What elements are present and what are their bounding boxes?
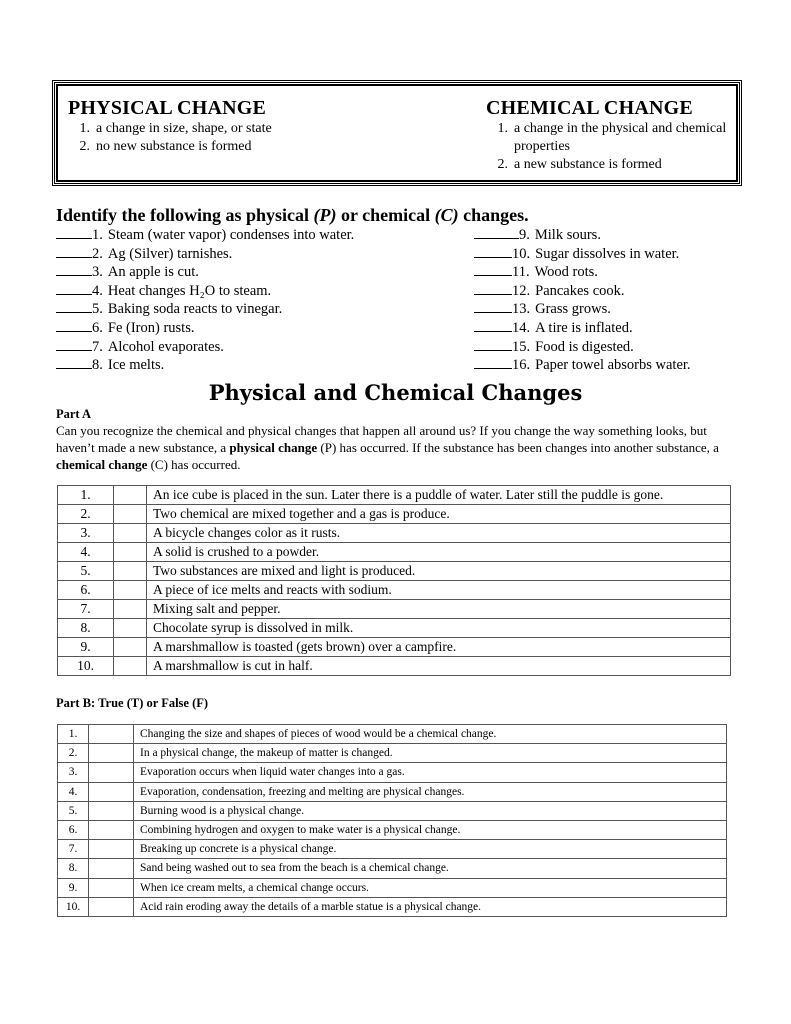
statement-cell: In a physical change, the makeup of matter is changed. [134,744,727,763]
part-a-text-segment: (C) has occurred. [147,457,241,472]
answer-blank[interactable] [56,282,92,295]
identify-heading-part: changes. [458,205,529,225]
identify-item [474,282,691,301]
table-row [58,859,727,878]
statement-cell: Burning wood is a physical change. [134,801,727,820]
identify-item [56,338,354,357]
statement-cell: A bicycle changes color as it rusts. [147,524,731,543]
answer-blank[interactable] [474,263,512,276]
answer-cell[interactable] [89,897,134,916]
identify-item-text: Ice melts. [107,357,165,374]
statement-cell: Evaporation, condensation, freezing and melting are physical changes. [134,782,727,801]
answer-cell[interactable] [89,878,134,897]
identify-heading-p: (P) [313,205,337,225]
row-number: 3. [58,524,114,543]
answer-cell[interactable] [114,505,147,524]
identify-heading-part: Identify the following as physical [56,205,314,225]
identify-item-number: 7. [92,338,103,355]
row-number: 2. [58,744,89,763]
part-a-label: Part A [56,407,92,421]
statement-cell: Sand being washed out to sea from the beach is a chemical change. [134,859,727,878]
part-a-text-segment: Can you recognize the chemical and physical changes that happen all around us? If you change the way something looks, but haven’t made a new substance, a [56,423,707,455]
answer-cell[interactable] [89,820,134,839]
row-number: 5. [58,562,114,581]
answer-cell[interactable] [89,840,134,859]
identify-item [474,226,691,245]
identify-list-right [474,226,691,375]
identify-heading [56,205,529,226]
row-number: 7. [58,840,89,859]
table-row [58,782,727,801]
chemical-def-num: 1. [497,121,508,136]
identify-item-number: 8. [92,357,103,374]
answer-blank[interactable] [56,226,92,239]
row-number: 6. [58,581,114,600]
chemical-def-text: a new substance is formed [514,157,662,172]
answer-blank[interactable] [56,338,92,351]
identify-item-number: 14. [512,319,531,336]
statement-cell: A piece of ice melts and reacts with sodium. [147,581,731,600]
identify-heading-c: (C) [434,205,459,225]
physical-change-title: PHYSICAL CHANGE [68,97,267,119]
chemical-def-line [486,156,736,174]
identify-item-number: 15. [512,338,531,355]
statement-cell: Combining hydrogen and oxygen to make water is a physical change. [134,820,727,839]
identify-item-number: 11. [512,264,530,281]
identify-item [56,226,354,245]
row-number: 1. [58,725,89,744]
statement-cell: Breaking up concrete is a physical change. [134,840,727,859]
identify-heading-part: or chemical [336,205,435,225]
identify-item [474,338,691,357]
physical-change-term: physical change [229,440,318,455]
part-b-table [57,724,727,917]
answer-cell[interactable] [114,524,147,543]
row-number: 7. [58,600,114,619]
answer-cell[interactable] [89,744,134,763]
identify-item-number: 2. [92,245,103,262]
identify-item [474,245,691,264]
table-row [58,725,727,744]
identify-item-text: Heat changes H₂O to steam. [107,282,272,299]
statement-cell: Mixing salt and pepper. [147,600,731,619]
identify-item [474,263,691,282]
answer-cell[interactable] [89,725,134,744]
identify-item [474,356,691,375]
row-number: 10. [58,657,114,676]
answer-blank[interactable] [474,338,512,351]
statement-cell: A marshmallow is cut in half. [147,657,731,676]
table-row [58,562,731,581]
chemical-change-term: chemical change [56,457,148,472]
identify-item-text: Pancakes cook. [535,282,625,299]
answer-blank[interactable] [56,319,92,332]
statement-cell: A solid is crushed to a powder. [147,543,731,562]
answer-cell[interactable] [89,782,134,801]
statement-cell: When ice cream melts, a chemical change occurs. [134,878,727,897]
physical-def-text: a change in size, shape, or state [96,121,272,136]
statement-cell: Two substances are mixed and light is produced. [147,562,731,581]
identify-item [56,319,354,338]
row-number: 9. [58,638,114,657]
table-row [58,505,731,524]
physical-def-line [68,138,468,156]
answer-cell[interactable] [114,581,147,600]
definition-box-inner [56,84,738,182]
part-a-text-segment: (P) has occurred. If the substance has been changes into another substance, a [317,440,719,455]
page-title: Physical and Chemical Changes [208,380,583,405]
table-row [58,820,727,839]
physical-def-num: 1. [79,121,90,136]
answer-blank[interactable] [474,282,512,295]
table-row [58,543,731,562]
row-number: 3. [58,763,89,782]
identify-item [56,282,354,301]
table-row [58,600,731,619]
row-number: 4. [58,782,89,801]
chemical-change-definition [486,98,736,174]
identify-item-text: Food is digested. [535,338,634,355]
table-row [58,744,727,763]
answer-cell[interactable] [114,486,147,505]
identify-item-text: Wood rots. [534,264,598,281]
identify-item-text: Grass grows. [535,301,611,318]
identify-item-number: 13. [512,301,531,318]
identify-item-text: Paper towel absorbs water. [535,357,691,374]
chemical-def-line [486,120,736,156]
table-row [58,581,731,600]
identify-item [56,300,354,319]
answer-cell[interactable] [89,763,134,782]
table-row [58,638,731,657]
answer-blank[interactable] [56,263,92,276]
definition-box [52,80,742,186]
identify-item [56,245,354,264]
answer-cell[interactable] [89,859,134,878]
identify-item-text: Milk sours. [534,227,601,243]
physical-def-text: no new substance is formed [96,139,252,154]
answer-cell[interactable] [89,801,134,820]
identify-item-text: Ag (Silver) tarnishes. [107,245,233,262]
row-number: 2. [58,505,114,524]
table-row [58,897,727,916]
table-row [58,840,727,859]
table-row [58,801,727,820]
identify-item-number: 10. [512,245,531,262]
identify-item-number: 6. [92,319,103,336]
statement-cell: Chocolate syrup is dissolved in milk. [147,619,731,638]
identify-item-text: An apple is cut. [107,264,199,281]
answer-blank[interactable] [56,245,92,258]
answer-blank[interactable] [56,300,92,313]
identify-item-number: 16. [512,357,531,374]
identify-item [56,356,354,375]
answer-cell[interactable] [114,657,147,676]
row-number: 8. [58,859,89,878]
answer-blank[interactable] [474,245,512,258]
physical-def-line [68,120,468,138]
identify-list-left [56,226,354,375]
identify-item-text: Baking soda reacts to vinegar. [107,301,283,318]
statement-cell: Acid rain eroding away the details of a marble statue is a physical change. [134,897,727,916]
row-number: 4. [58,543,114,562]
answer-blank[interactable] [474,226,519,239]
row-number: 6. [58,820,89,839]
part-a-instructions [56,422,736,473]
table-row [58,619,731,638]
table-row [58,763,727,782]
identify-item-number: 12. [512,282,531,299]
statement-cell: An ice cube is placed in the sun. Later there is a puddle of water. Later still the puddle is gone. [147,486,731,505]
identify-item-text: Fe (Iron) rusts. [107,319,195,336]
answer-cell[interactable] [114,562,147,581]
statement-cell: Changing the size and shapes of pieces of wood would be a chemical change. [134,725,727,744]
row-number: 1. [58,486,114,505]
table-row [58,657,731,676]
table-row [58,486,731,505]
identify-item-text: Alcohol evaporates. [107,338,224,355]
answer-blank[interactable] [56,356,92,369]
answer-blank[interactable] [474,319,512,332]
statement-cell: A marshmallow is toasted (gets brown) over a campfire. [147,638,731,657]
physical-def-num: 2. [79,139,90,154]
identify-item-text: Sugar dissolves in water. [535,245,680,262]
part-a-table [57,485,731,676]
table-row [58,524,731,543]
row-number: 9. [58,878,89,897]
identify-item-number: 3. [92,264,103,281]
identify-item-number: 5. [92,301,103,318]
answer-cell[interactable] [114,619,147,638]
answer-cell[interactable] [114,543,147,562]
identify-item-number: 9. [519,227,530,243]
answer-cell[interactable] [114,638,147,657]
identify-item-number: 1. [92,227,103,243]
identify-item [474,319,691,338]
answer-blank[interactable] [474,356,512,369]
row-number: 8. [58,619,114,638]
chemical-change-title: CHEMICAL CHANGE [486,97,693,119]
identify-item-text: A tire is inflated. [535,319,633,336]
row-number: 5. [58,801,89,820]
row-number: 10. [58,897,89,916]
statement-cell: Two chemical are mixed together and a gas is produce. [147,505,731,524]
answer-cell[interactable] [114,600,147,619]
physical-change-definition [68,98,468,156]
part-b-label: Part B: True (T) or False (F) [56,696,209,710]
identify-item-text: Steam (water vapor) condenses into water. [107,227,355,243]
chemical-def-text: a change in the physical and chemical properties [514,121,727,154]
identify-item [474,300,691,319]
statement-cell: Evaporation occurs when liquid water changes into a gas. [134,763,727,782]
answer-blank[interactable] [474,300,512,313]
chemical-def-num: 2. [497,157,508,172]
identify-item-number: 4. [92,282,103,299]
identify-item [56,263,354,282]
table-row [58,878,727,897]
